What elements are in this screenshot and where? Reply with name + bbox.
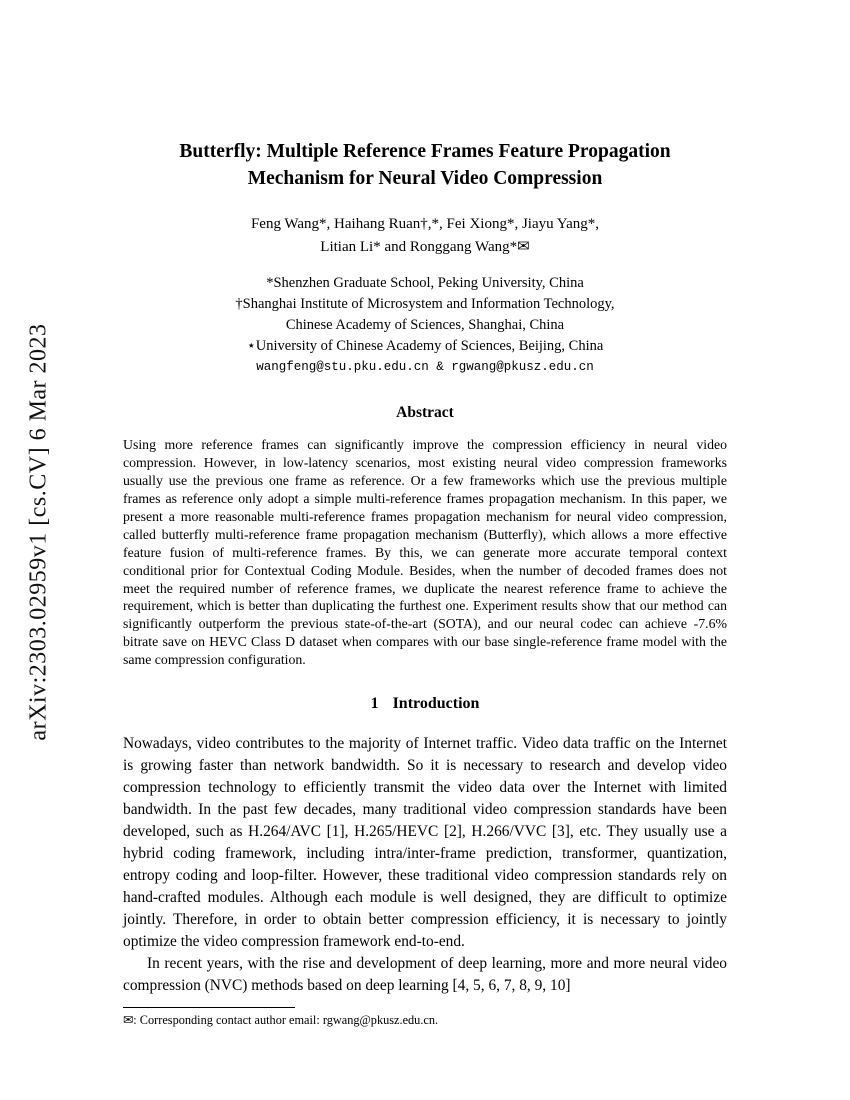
arxiv-watermark: arXiv:2303.02959v1 [cs.CV] 6 Mar 2023: [25, 323, 52, 741]
affiliation-line-4: ⋆University of Chinese Academy of Sciences, Beijing, China: [246, 338, 604, 355]
author-line-2: Litian Li* and Ronggang Wang*✉: [320, 238, 530, 255]
section-number: 1: [370, 695, 379, 713]
intro-paragraph-1: Nowadays, video contributes to the majority of Internet traffic. Video data traffic on the Internet is growing faster than network bandwidth. So it is necessary to research and develop video compression technology to efficiently transmit the video data over the Internet with limited bandwidth. In the past few decades, many traditional video compression standards have been developed, such as H.264/AVC [1], H.265/HEVC [2], H.266/VVC [3], etc. They usually use a hybrid coding framework, including intra/inter-frame prediction, transformer, quantization, entropy coding and loop-filter. However, these traditional video compression standards rely on hand-crafted modules. Although each module is well designed, they are difficult to optimize jointly. Therefore, in order to obtain better compression efficiency, it is necessary to jointly optimize the video compression framework end-to-end.: [123, 735, 727, 951]
footnote: [123, 1007, 727, 1029]
section-heading-introduction: [123, 695, 727, 713]
contact-emails: wangfeng@stu.pku.edu.cn & rgwang@pkusz.edu.cn: [256, 360, 594, 375]
author-list: [123, 213, 727, 260]
paper-title-line-1: Butterfly: Multiple Reference Frames Feature Propagation: [179, 141, 671, 162]
footnote-text: ✉: Corresponding contact author email: rgwang@pkusz.edu.cn.: [123, 1013, 439, 1028]
section-label: Introduction: [392, 695, 480, 713]
paper-content: [123, 0, 727, 1029]
intro-paragraph-2: In recent years, with the rise and development of deep learning, more and more neural video compression (NVC) methods based on deep learning [4, 5, 6, 7, 8, 9, 10]: [123, 955, 727, 995]
abstract-text: Using more reference frames can significantly improve the compression efficiency in neural video compression. However, in low-latency scenarios, most existing neural video compression frameworks usually use the previous one frame as reference. Or a few frameworks which use the previous multiple frames as reference only adopt a simple multi-reference frames propagation mechanism. In this paper, we present a more reasonable multi-reference frames propagation mechanism for neural video compression, called butterfly multi-reference frame propagation mechanism (Butterfly), which allows a more effective feature fusion of multi-reference frames. By this, we can generate more accurate temporal context conditional prior for Contextual Coding Module. Besides, when the number of decoded frames does not meet the required number of reference frames, we duplicate the nearest reference frame to achieve the requirement, which is better than duplicating the furthest one. Experiment results show that our method can significantly outperform the previous state-of-the-art (SOTA), and our neural codec can achieve -7.6% bitrate save on HEVC Class D dataset when compares with our base single-reference frame model with the same compression configuration.: [123, 437, 727, 668]
affiliation-line-2: †Shanghai Institute of Microsystem and Information Technology,: [235, 296, 615, 313]
abstract-heading: Abstract: [396, 404, 454, 422]
paper-title: [123, 138, 727, 193]
author-line-1: Feng Wang*, Haihang Ruan†,*, Fei Xiong*, Jiayu Yang*,: [250, 215, 600, 232]
footnote-rule: [123, 1007, 295, 1008]
affiliation-line-1: *Shenzhen Graduate School, Peking University, China: [266, 275, 584, 292]
paper-title-line-2: Mechanism for Neural Video Compression: [247, 168, 603, 190]
affiliation-line-3: Chinese Academy of Sciences, Shanghai, China: [285, 317, 565, 334]
affiliations: [123, 273, 727, 357]
